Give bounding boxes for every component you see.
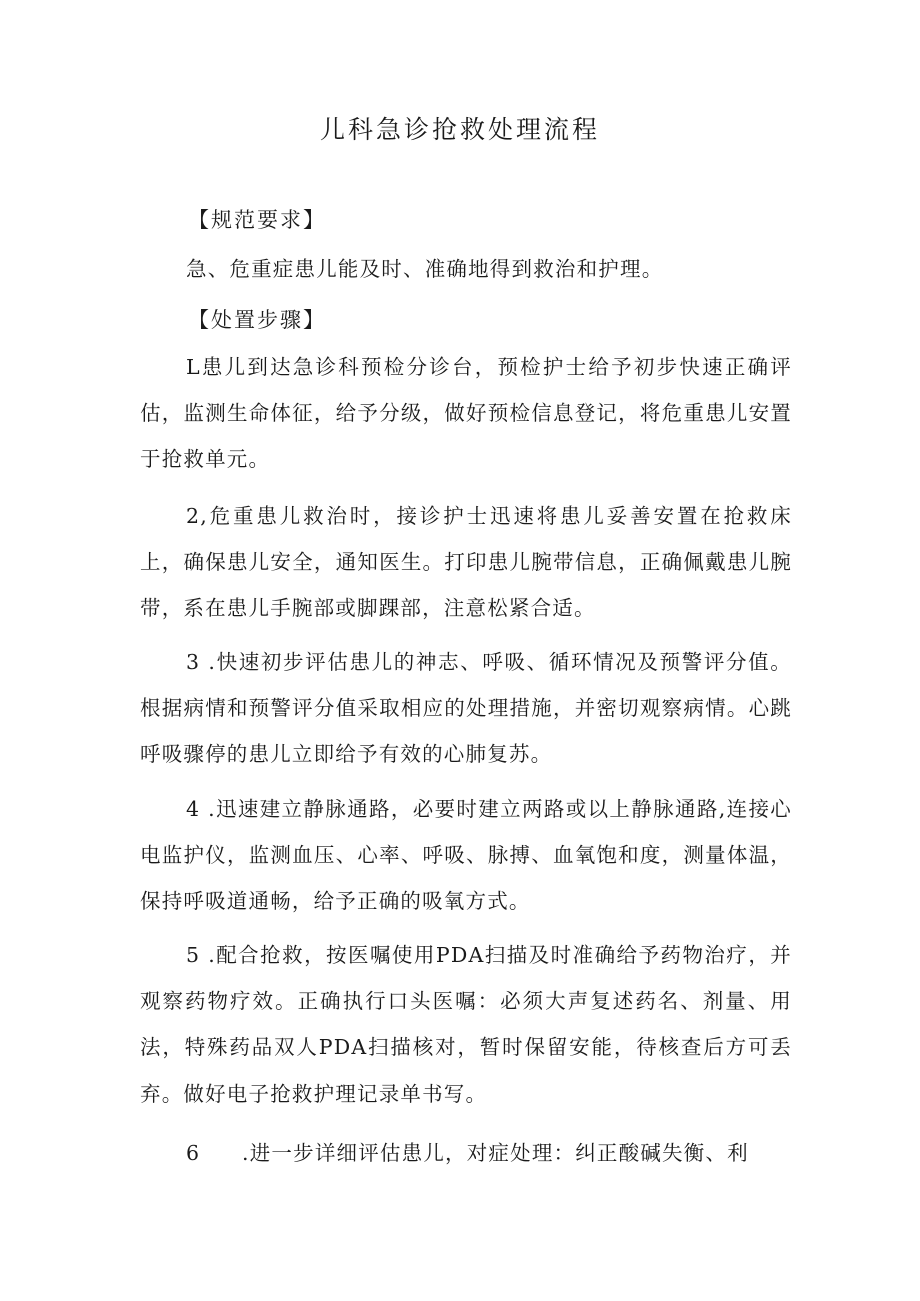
step-paragraph-4 xyxy=(140,786,792,925)
step-paragraph-2 xyxy=(140,493,792,632)
requirements-body xyxy=(140,246,792,292)
step-text-6: .进一步详细评估患儿，对症处理：纠正酸碱失衡、利 xyxy=(242,1141,749,1165)
document-title: 儿科急诊抢救处理流程 xyxy=(319,115,600,144)
step-text-3: 3 .快速初步评估患儿的神志、呼吸、循环情况及预警评分值。根据病情和预警评分值采取相应的处理措施，并密切观察病情。心跳呼吸骤停的患儿立即给予有效的心肺复苏。 xyxy=(140,650,792,767)
step-text-5: 5 .配合抢救，按医嘱使用PDA扫描及时准确给予药物治疗，并观察药物疗效。正确执行口头医嘱：必须大声复述药名、剂量、用法，特殊药品双人PDA扫描核对，暂时保留安能，待核查后方可丢弃。做好电子抢救护理记录单书写。 xyxy=(140,943,792,1106)
step-paragraph-5 xyxy=(140,932,792,1117)
step-paragraph-6 xyxy=(186,1130,749,1176)
step-text-4: 4 .迅速建立静脉通路，必要时建立两路或以上静脉通路,连接心电监护仪，监测血压、心率、呼吸、脉搏、血氧饱和度，测量体温，保持呼吸道通畅，给予正确的吸氧方式。 xyxy=(140,797,792,914)
section-heading-steps: 【处置步骤】 xyxy=(188,308,326,332)
step-text-2: 2,危重患儿救治时，接诊护士迅速将患儿妥善安置在抢救床上，确保患儿安全，通知医生。打印患儿腕带信息，正确佩戴患儿腕带，系在患儿手腕部或脚踝部，注意松紧合适。 xyxy=(140,504,792,621)
step-number-6: 6 xyxy=(186,1141,201,1165)
section-heading-requirements: 【规范要求】 xyxy=(188,208,326,232)
step-text-1: L患儿到达急诊科预检分诊台，预检护士给予初步快速正确评估，监测生命体征，给予分级，做好预检信息登记，将危重患儿安置于抢救单元。 xyxy=(140,355,792,472)
step-paragraph-3 xyxy=(140,639,792,778)
requirements-text: 急、危重症患儿能及时、准确地得到救治和护理。 xyxy=(186,257,664,281)
step-paragraph-1 xyxy=(140,344,792,483)
